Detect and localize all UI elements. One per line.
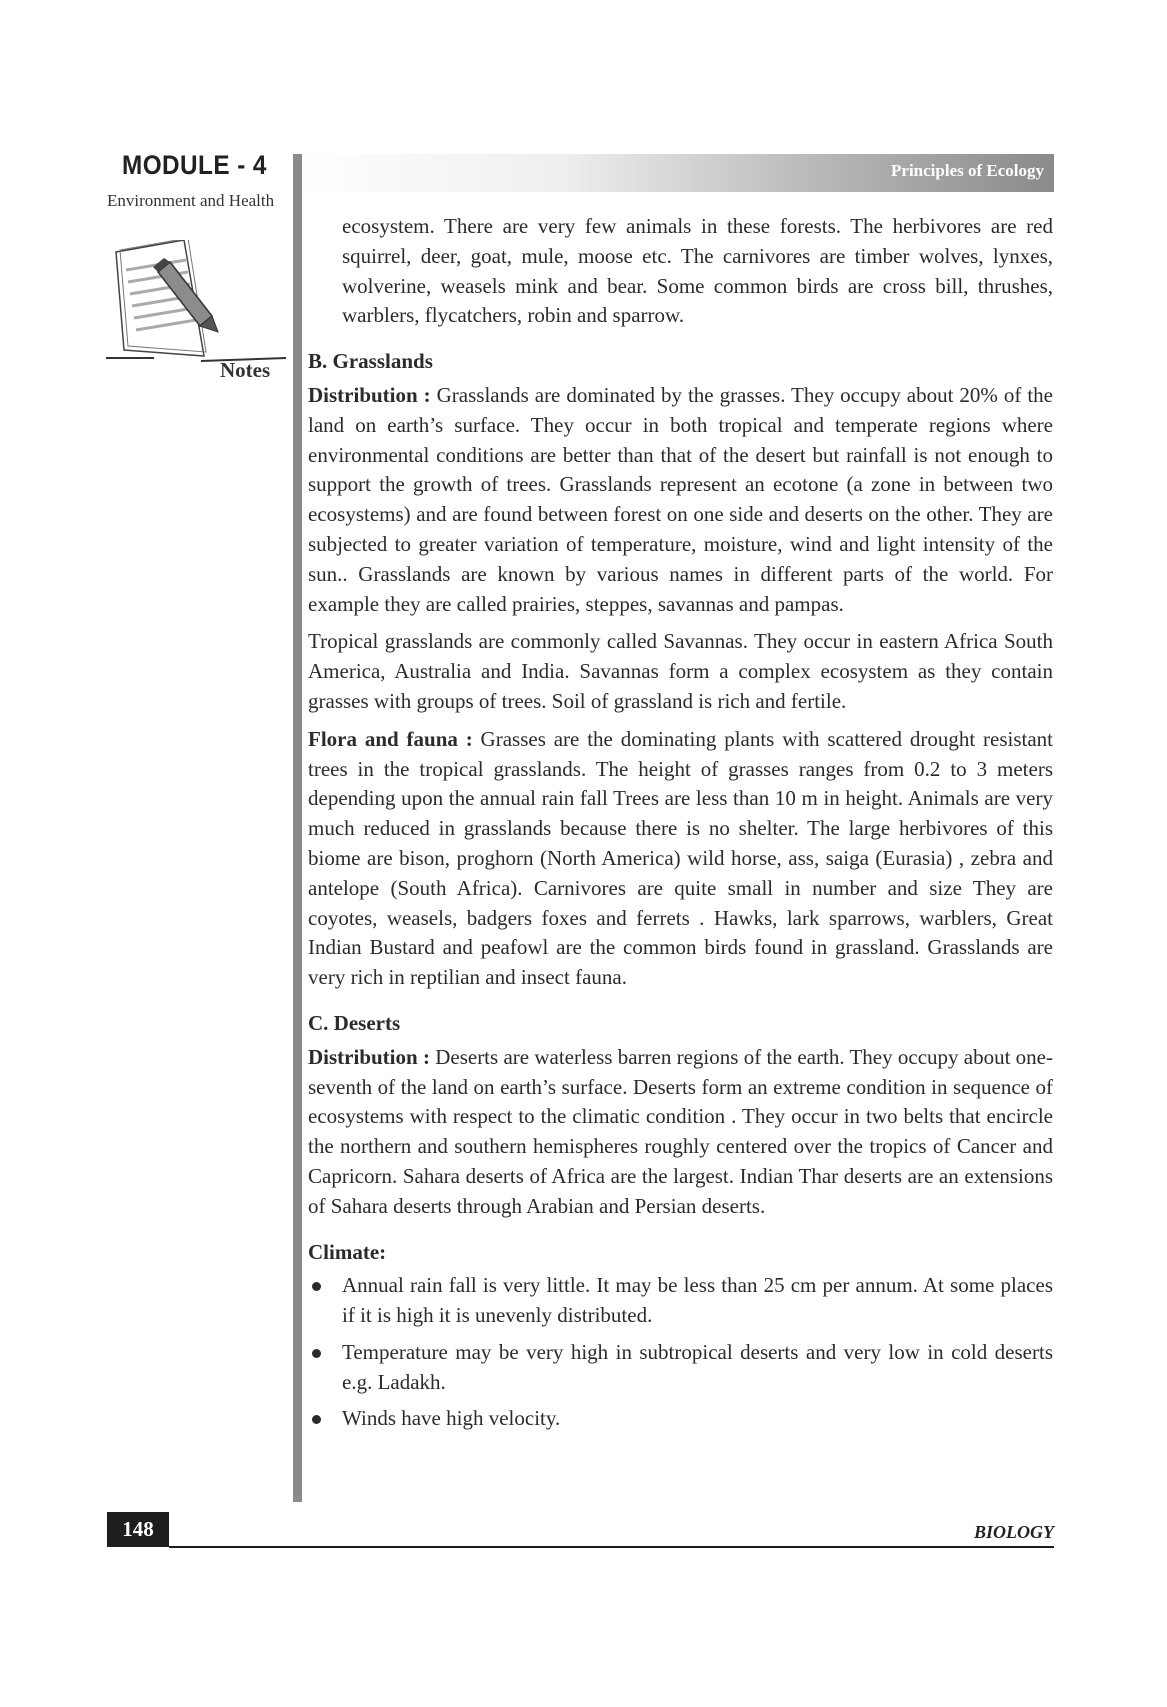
- tropical-grasslands-paragraph: Tropical grasslands are commonly called Savannas. They occur in eastern Africa South America, Australia and India. Savannas form a complex ecosystem as they contain grasses with groups of trees. Soil of grassland is rich and fertile.: [308, 629, 1053, 713]
- page-number: 148: [107, 1512, 169, 1547]
- footer-rule: [169, 1546, 1054, 1548]
- main-content: [308, 212, 1053, 1441]
- deserts-distribution-label: Distribution :: [308, 1044, 430, 1069]
- intro-paragraph: ecosystem. There are very few animals in these forests. The herbivores are red squirrel, deer, goat, mule, moose etc. The carnivores are timber wolves, lynxes, wolverine, weasels mink and bear. Some common birds are cross bill, thrushes, warblers, flycatchers, robin and sparrow.: [342, 214, 1053, 328]
- notepad-pencil-icon: [106, 240, 286, 370]
- flora-fauna-label: Flora and fauna :: [308, 726, 473, 751]
- climate-point-text: Winds have high velocity.: [342, 1406, 561, 1431]
- grasslands-distribution-label: Distribution :: [308, 382, 431, 407]
- grasslands-distribution: [308, 381, 1053, 619]
- climate-point-text: Temperature may be very high in subtropical deserts and very low in cold deserts e.g. Ladakh.: [342, 1339, 1053, 1394]
- deserts-distribution-text: Deserts are waterless barren regions of the earth. They occupy about one-seventh of the land on earth’s surface. Deserts form an extreme condition in sequence of ecosystems with respect to the climatic condition . They occur in two belts that encircle the northern and southern hemispheres roughly centered over the tropics of Cancer and Capricorn. Sahara deserts of Africa are the largest. Indian Thar deserts are an extensions of Sahara deserts through Arabian and Persian deserts.: [308, 1044, 1053, 1218]
- list-item: [308, 1404, 1053, 1434]
- climate-point-text: Annual rain fall is very little. It may be less than 25 cm per annum. At some places if it is high it is unevenly distributed.: [342, 1273, 1053, 1328]
- list-item: [308, 1338, 1053, 1398]
- vertical-divider: [293, 154, 302, 1502]
- deserts-distribution: [308, 1043, 1053, 1222]
- header-band: [302, 154, 1054, 192]
- bullet-icon: [312, 1282, 321, 1291]
- section-title: Principles of Ecology: [891, 161, 1044, 180]
- grasslands-distribution-text: Grasslands are dominated by the grasses. They occupy about 20% of the land on earth’s surface. They occur in both tropical and temperate regions where environmental conditions are better than that of the desert but rainfall is not enough to support the growth of trees. Grasslands represent an ecotone (a zone in between two ecosystems) and are found between forest on one side and deserts on the other. They are subjected to greater variation of temperature, moisture, wind and light intensity of the sun.. Grasslands are known by various names in different parts of the world. For example they are called prairies, steppes, savannas and pampas.: [308, 382, 1053, 616]
- grasslands-heading: B. Grasslands: [308, 349, 433, 374]
- deserts-heading: C. Deserts: [308, 1010, 401, 1035]
- notes-label: Notes: [220, 358, 271, 382]
- bullet-icon: [312, 1415, 321, 1424]
- list-item: [308, 1271, 1053, 1331]
- footer-subject: BIOLOGY: [974, 1522, 1054, 1542]
- climate-list: [308, 1271, 1053, 1434]
- module-title: MODULE - 4: [122, 150, 267, 180]
- grasslands-flora-fauna: [308, 725, 1053, 993]
- flora-fauna-text: Grasses are the dominating plants with scattered drought resistant trees in the tropical grasslands. The height of grasses ranges from 0.2 to 3 meters depending upon the annual rain fall Trees are less than 10 m in height. Animals are very much reduced in grasslands because there is no shelter. The large herbivores of this biome are bison, proghorn (North America) wild horse, ass, saiga (Eurasia) , zebra and antelope (South Africa). Carnivores are quite small in number and size They are coyotes, weasels, badgers foxes and ferrets . Hawks, lark sparrows, warblers, Great Indian Bustard and peafowl are the common birds found in grassland. Grasslands are very rich in reptilian and insect fauna.: [308, 726, 1053, 990]
- bullet-icon: [312, 1349, 321, 1358]
- climate-heading: Climate:: [308, 1239, 387, 1264]
- module-subtitle: Environment and Health: [107, 191, 275, 210]
